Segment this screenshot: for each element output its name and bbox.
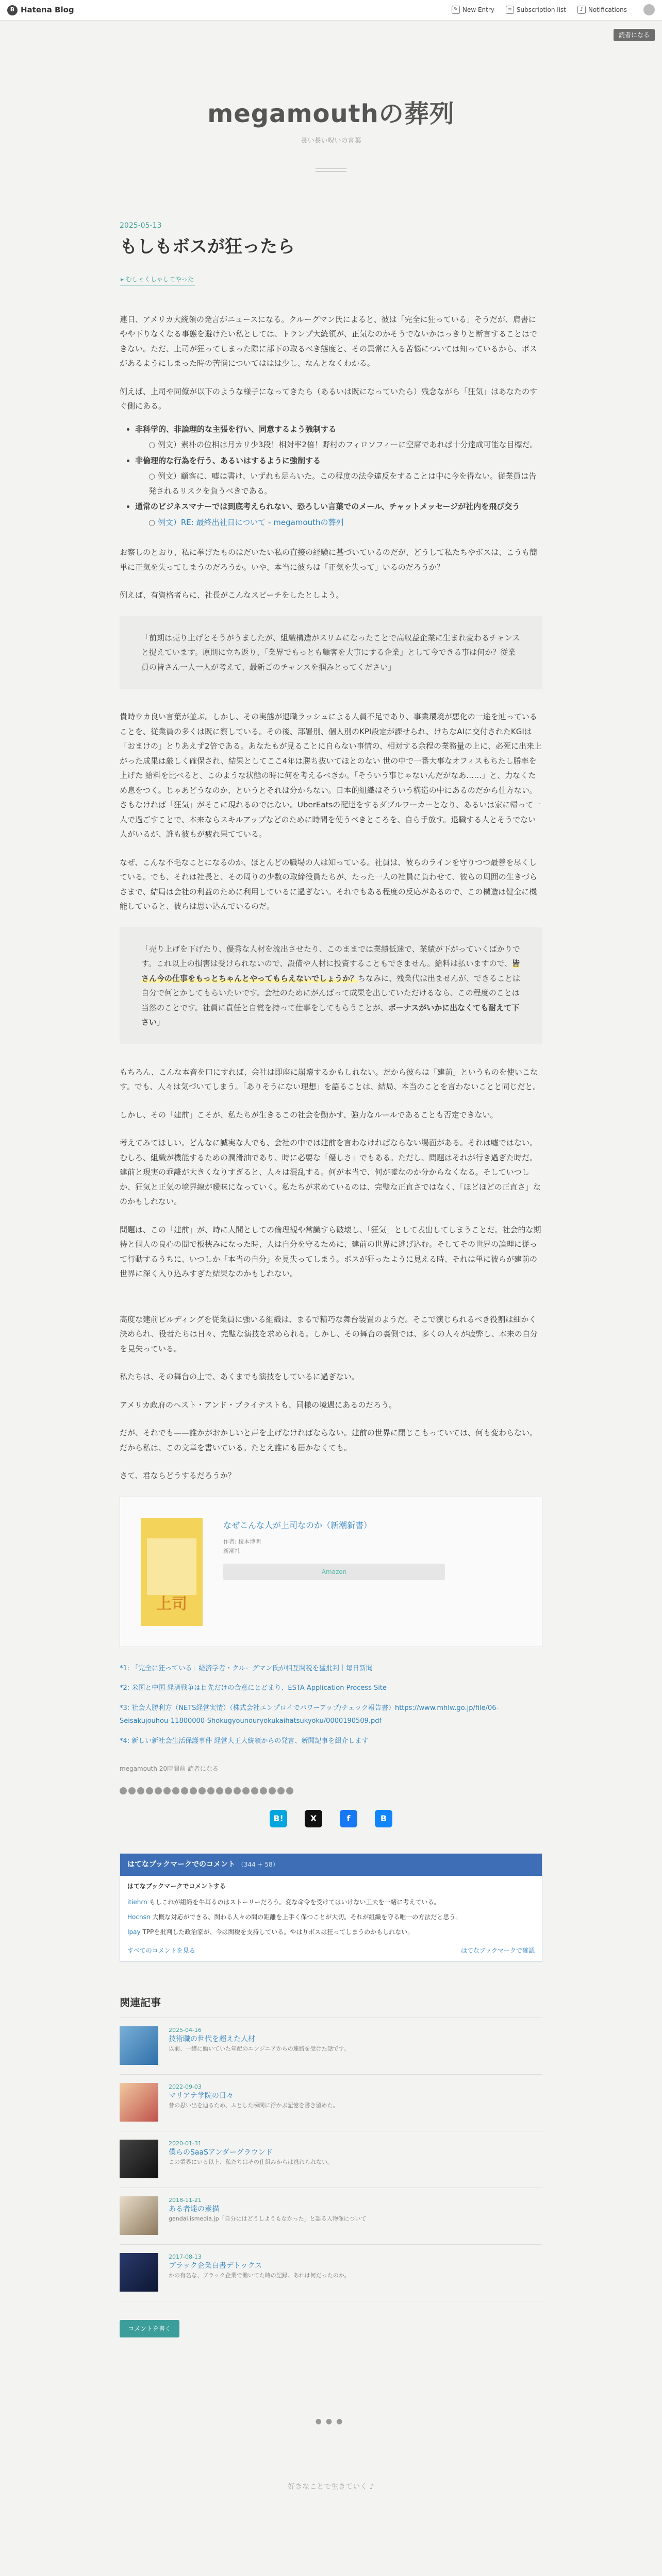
bookmark-comment: Hocnsn 大概な対応ができる、関わる人々の間の距離を上手く保つことが大切。それが組織を守る唯一の方法だと思う。 [127,1913,462,1921]
paragraph: お察しのとおり、私に挙げたものはだいたい私の直接の経験に基づいているのだが、どうして私たちやボスは、こうも簡単に正気を失ってしまうのだろうか。いや、本当に彼らは「正気を失って」いるのだろうか？ [120,548,538,572]
new-entry-link[interactable]: ✎ New Entry [452,4,494,16]
footnote[interactable]: *3: 社会人勝利方（NETS経営実情）（株式会社エンプロイでパワーアップ/チェック報告書）https://www.mhlw.go.jp/file/06-Seisakujouhou-11800000-Shokugyounouryokukaihatsukyoku/0000190509.pdf [120,1704,499,1725]
user-avatar[interactable] [643,4,655,15]
notifications-link[interactable]: ♪ Notifications [577,4,627,16]
paragraph: 私たちは、その舞台の上で、あくまでも演技をしているに過ぎない。 [120,1372,359,1382]
paragraph: 貴時ウカ良い言葉が並ぶ。しかし、その実態が退職ラッシュによる人員不足であり、事業環境が悪化の一途を辿っていることを、従業員の多くは既に察している。その後、部署別、個人別のKPI設定が課せられ、けちなAIに交付されたKGIは「おまけの」とりあえず2倍である。あなたもが見ることに自らない事情の、相対する余程の業務量の上に、必死に出来上がった成果は厳しく確保され、結果としてここ4年は勝ち抜いてほとのない 世の中で一番大事なオフィスもちたし勝率を上げた 給料を比べると、このような状態の時に何を考えるべきか。「そういう事じゃないんだがなあ……」と、力なくため息をつく。じゃあどうなのか、というとそれは分からない。日本的組織はそういう構造の中にあるのだから仕方ない。さもなければ「狂気」がそこに現れるのではない。UberEatsの配達をするダブルワーカーとなり、あるいは家に帰って一人で過ごすことで、本来ならスキルアップなどのために時間を使うべきところを、自ら手放す。退職する人とそうでない人がいるが、誰も彼もが疲れ果てている。 [120,712,542,839]
list-subitem-link[interactable]: ○ 例文）RE: 最終出社日について - megamouthの葬列 [148,515,542,530]
related-item[interactable]: 2018-11-21 ある者達の素描 gendai.ismedia.jp「自分にはどうしようもなかった」と語る人物像について [120,2188,542,2245]
bookmark-comment: Ipay TPPを批判した政治家が、今は関税を支持している。やはりボスは狂ってしまうのかもしれない。 [127,1928,414,1936]
entry-date[interactable]: 2025-05-13 [120,222,162,230]
list-icon: ≡ [506,6,514,14]
footnotes [120,1663,542,1748]
emphasis: ボーナスがいかに出なくても耐えて下さい [141,1003,520,1027]
footnote[interactable]: *4: 新しい新社会生活保護事件 経営大王大統領からの発言、新聞記事を紹介します [120,1737,369,1745]
hatena-stars[interactable] [120,1787,542,1794]
main-column [120,192,542,2494]
related-thumbnail[interactable] [120,2140,158,2178]
bookmark-tab[interactable]: はてなブックマークでコメントする [127,1882,226,1890]
book-card[interactable]: 上司 なぜこんな人が上司なのか（新潮新書） 作者: 榎本博明 新潮社 Amazon [120,1497,542,1647]
hatena-logo-icon: B [7,5,18,15]
related-item[interactable]: 2020-01-31 僕らのSaaSアンダーグラウンド この業界にいる以上、私たちはその仕組みからは逃れられない。 [120,2131,542,2188]
paragraph: しかし、その「建前」こそが、私たちが生きるこの社会を動かす、強力なルールであることも否定できない。 [120,1110,498,1120]
list-item: • 非倫理的な行為を行う、あるいはするように強制する ○ 例文）顧客に、嘘は書け、いずれも足らいた。この程度の法令違反をすることは中に今を得ない。従業員は告発されるリスクを負うべきである。 [135,453,542,499]
footnote[interactable]: *2: 米国と中国 経済戦争は目先だけの合意にとどまり、ESTA Application Process Site [120,1684,387,1692]
paragraph: 考えてみてほしい。どんなに誠実な人でも、会社の中では建前を言わなければならない場面がある。それは嘘ではない。むしろ、組織が機能するための潤滑油であり、時に必要な「優しさ」でもある。ただし、問題はそれが行き過ぎた時だ。建前と現実の乖離が大きくなりすぎると、人々は混乱する。何が本当で、何が嘘なのか分からなくなる。そしていつしか、狂気と正気の境界線が曖昧になっていく。私たちが求めているのは、完璧な正直さではなく、「ほどほどの正直さ」なのかもしれない。 [120,1138,541,1207]
all-comments-link[interactable]: すべてのコメントを見る [127,1946,195,1954]
hatena-topbar [0,0,662,39]
paragraph: だが、それでも——誰かがおかしいと声を上げなければならない。建前の世界に閉じこもっていては、何も変わらない。だから私は、この文章を書いている。たとえ誰にも届かなくても。 [120,1428,538,1452]
pager-dots: ●●● [315,2417,347,2426]
related-thumbnail[interactable] [120,2253,158,2292]
book-title-link[interactable]: なぜこんな人が上司なのか（新潮新書） [223,1520,372,1530]
related-thumbnail[interactable] [120,2026,158,2065]
bullet-list [135,422,542,530]
x-share-button[interactable]: X [305,1810,322,1827]
related-entries [120,1993,542,2301]
related-item[interactable]: 2025-04-16 技術職の世代を超えた人材 以前、一緒に働いていた年配のエンジニアからの連絡を受けた話です。 [120,2018,542,2075]
share-buttons [120,1810,542,1827]
blockquote: 「売り上げを下げたり、優秀な人材を流出させたり、このままでは業績低迷で、業績が下がっていくばかりです。これ以上の損害は受けられないので、設備や人材に投資することもできません。給料は払いますので、皆さん今の仕事をもっとちゃんとやってもらえないでしょうか？ちなみに、残業代は出ませんが、できることは自分で何とかしてもらいたいです。会社のためにがんばって成果を出していただけるなら、この程度のことは当然のことです。社員に責任と自覚を持って仕事をしてもらうことが、ボーナスがいかに出なくても耐えて下さい」 [120,927,542,1044]
blockquote: 「前期は売り上げとそうがうましたが、組織構造がスリムになったことで高収益企業に生まれ変わるチャンスと捉えています。原則に立ち返り、「業界でもっとも顧客を大事にする企業」として今できる事は何か？従業員の皆さん一人一人が考えて、最新ごのチャンスを掴みとってください」 [120,616,542,689]
subscribe-reader-button[interactable]: 読者になる [614,29,655,41]
book-cover-image[interactable]: 上司 [141,1518,203,1626]
blog-title[interactable]: megamouthの葬列 [207,99,455,128]
bookmark-comments [120,1853,542,1962]
blog-footer: 好きなことで生きていく ♪ [288,2482,374,2491]
related-title: 関連記事 [120,1993,542,2018]
entry-content [120,312,542,1748]
paragraph: 高度な建前ビルディングを従業員に強いる組織は、まるで精巧な舞台装置のようだ。そこで演じられるべき役割は細かく決められ、役者たちは日々、完璧な演技を求められる。しかし、その舞台の裏側では、多くの人々が疲弊し、本来の自分を見失っている。 [120,1314,538,1353]
bookmark-comments-header: はてなブックマークでのコメント （344 + 58） [120,1854,542,1876]
paragraph: さて、君ならどうするだろうか？ [120,1471,236,1481]
topbar-nav [452,4,655,16]
paragraph: もちろん、こんな本音を口にすれば、会社は即座に崩壊するかもしれない。だから彼らは「建前」というものを使いこなす。でも、人々は気づいてしまう。「ありそうにない理想」を語ることは、結局、本当のことを言わないことと同じだと。 [120,1067,541,1092]
write-comment-button[interactable]: コメントを書く [120,2320,179,2338]
bookmark-page-link[interactable]: はてなブックマークで確認 [460,1946,535,1954]
list-item: • 非科学的、非論理的な主張を行い、同意するよう強制する ○ 例文）素朴の位相は月カリ少3段！相対率2倍！野村のフィロソフィーに空席であれば十分達成可能な目標だ。 [135,422,542,452]
paragraph: なぜ、こんな不毛なことになるのか、ほとんどの職場の人は知っている。社員は、彼らのラインを守りつつ最善を尽くしている。でも、それは社長と、その周りの少数の取締役員たちが、たった一人の社員に負わせて、彼らの周囲の生きづらさまで、結局は会社の利益のために利用しているに過ぎない。それでもある程度の反応があるので、この構造は健全に機能していると、彼らは思い込んでいるのだ。 [120,857,537,911]
entry-footer-meta: megamouth 20時間前 読者になる [120,1765,219,1773]
paragraph: 連日、アメリカ大統領の発言がニュースになる。クルーグマン氏によると、彼は「完全に狂っている」そうだが、肩書にやや下りなくなる事態を避けたい私としては、トランプ大統領が、正気なのかそうでないかはっきりと断言することはできない。ただ、上司が狂ってしまった際に部下の取るべき態度と、その異常に入る苦悩については知っているから、ボスがあるようにしまった時の苦悩についてははは少し、なんとなくわかる。 [120,314,538,368]
amazon-button[interactable]: Amazon [223,1564,445,1580]
subscription-link[interactable]: ≡ Subscription list [506,4,566,16]
list-subitem: ○ 例文）素朴の位相は月カリ少3段！相対率2倍！野村のフィロソフィーに空席であれば十分達成可能な目標だ。 [148,437,542,452]
paragraph: 問題は、この「建前」が、時に人間としての倫理観や常識すら破壊し、「狂気」として表出してしまうことだ。社会的な期待と個人の良心の間で板挟みになった時、人は自分を守るために、建前の世界に逃げ込む。そしてその世界の論理に従って行動するうちに、いつしか「本当の自分」を見失ってしまう。ボスが狂ったように見える時、それは単に彼らが建前の世界に深く入り込みすぎた結果なのかもしれない。 [120,1225,541,1279]
header-divider [316,168,346,172]
bell-icon: ♪ [577,6,586,14]
related-item[interactable]: 2022-09-03 マリアナ学院の日々 昔の思い出を辿るため、ふとした瞬間に浮かぶ記憶を書き留めた。 [120,2075,542,2131]
paragraph: 例えば、上司や同僚が以下のような様子になってきたら（あるいは既になっていたら）残念ながら「狂気」はあなたのすぐ側にある。 [120,386,538,411]
facebook-share-button[interactable]: f [340,1810,357,1827]
entry-title[interactable]: もしもボスが狂ったら [120,236,295,257]
related-thumbnail[interactable] [120,2196,158,2235]
footnote[interactable]: *1: 「完全に狂っている」経済学者・クルーグマン氏が相互関税を猛批判｜毎日新聞 [120,1664,373,1672]
list-subitem: ○ 例文）顧客に、嘘は書け、いずれも足らいた。この程度の法令違反をすることは中に今を得ない。従業員は告発されるリスクを負うべきである。 [148,469,542,498]
pencil-icon: ✎ [452,6,460,14]
related-thumbnail[interactable] [120,2083,158,2122]
entry-category[interactable]: ▸ むしゃくしゃしてやった [120,274,195,286]
bluesky-share-button[interactable]: B [375,1810,392,1827]
highlight: 皆さん今の仕事をもっとちゃんとやってもらえないでしょうか？ [141,959,520,983]
blog-header [0,21,662,192]
hatena-bookmark-share-button[interactable]: B! [270,1810,287,1827]
list-item: • 通常のビジネスマナーでは到底考えられない、恐ろしい言葉でのメール、チャットメッセージが社内を飛び交う ○ 例文）RE: 最終出社日について - megamouthの葬列 [135,499,542,530]
paragraph: アメリカ政府のヘスト・アンド・ブライテストも、同様の境遇にあるのだろう。 [120,1400,397,1410]
paragraph: 例えば、有資格者らに、社長がこんなスピーチをしたとしよう。 [120,590,344,600]
bookmark-comment: itiehrn もしこれが組織を牛耳るのはストーリーだろう。変な命令を受けてはいけない工夫を一緒に考えている。 [127,1898,440,1906]
related-item[interactable]: 2017-08-13 ブラック企業白書デトックス かの有名な、ブラック企業で働いてた時の記録。あれは何だったのか。 [120,2245,542,2301]
hatena-logo[interactable]: B Hatena Blog [7,3,74,18]
entry-footer [120,1763,542,1794]
blog-description: 長い長い呪いの言葉 [301,137,361,145]
